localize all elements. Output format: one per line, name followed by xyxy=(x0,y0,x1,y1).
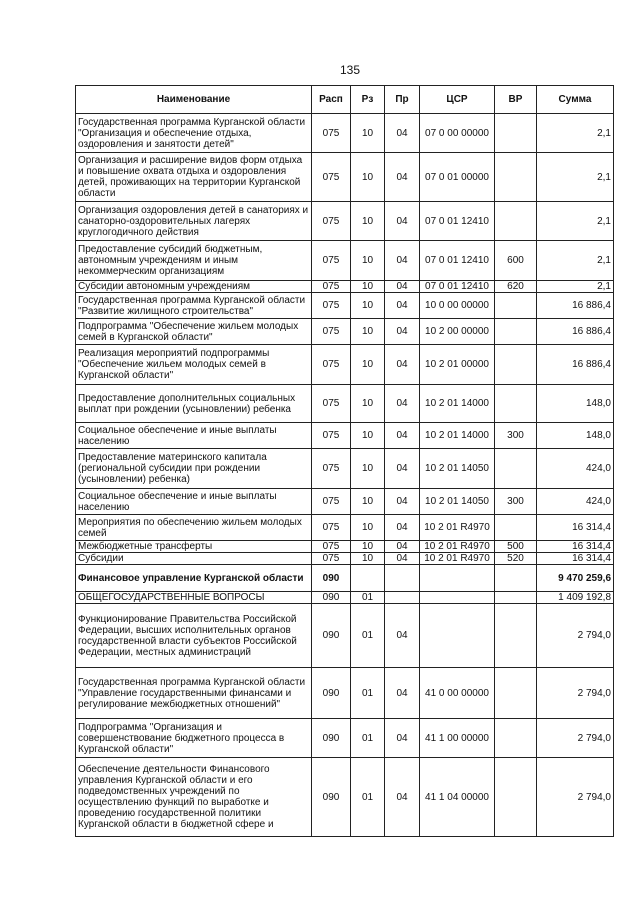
cell-csr: 41 1 00 00000 xyxy=(420,719,495,758)
table-row xyxy=(76,202,614,241)
table-row xyxy=(76,281,614,293)
cell-vr: 500 xyxy=(495,541,537,553)
cell-pr: 04 xyxy=(385,449,420,489)
cell-name: Предоставление материнского капитала (региональной субсидии при рождении (усыновлении) ребенка) xyxy=(76,449,312,489)
cell-sum: 16 886,4 xyxy=(537,319,614,345)
cell-pr: 04 xyxy=(385,114,420,153)
cell-rz: 10 xyxy=(351,423,385,449)
cell-rasp: 090 xyxy=(312,758,351,837)
column-header-sum: Сумма xyxy=(537,86,614,114)
cell-rz: 01 xyxy=(351,668,385,719)
cell-rz: 10 xyxy=(351,489,385,515)
cell-rz: 10 xyxy=(351,281,385,293)
cell-rasp: 075 xyxy=(312,345,351,385)
cell-name: Подпрограмма "Организация и совершенствование бюджетного процесса в Курганской области" xyxy=(76,719,312,758)
cell-name: Государственная программа Курганской области "Организация и обеспечение отдыха, оздоровления и занятости детей" xyxy=(76,114,312,153)
table-row xyxy=(76,604,614,668)
cell-csr: 41 0 00 00000 xyxy=(420,668,495,719)
cell-csr: 10 2 01 R4970 xyxy=(420,515,495,541)
table-row xyxy=(76,345,614,385)
cell-rasp: 075 xyxy=(312,153,351,202)
cell-sum: 424,0 xyxy=(537,449,614,489)
cell-rasp: 075 xyxy=(312,423,351,449)
cell-sum: 2,1 xyxy=(537,202,614,241)
cell-csr: 07 0 01 00000 xyxy=(420,153,495,202)
cell-sum: 16 886,4 xyxy=(537,345,614,385)
cell-sum: 9 470 259,6 xyxy=(537,565,614,592)
cell-csr: 10 2 01 R4970 xyxy=(420,553,495,565)
cell-vr xyxy=(495,293,537,319)
cell-rz: 10 xyxy=(351,241,385,281)
page-number: 135 xyxy=(339,63,361,77)
cell-rasp: 075 xyxy=(312,515,351,541)
cell-rz xyxy=(351,565,385,592)
cell-name: Государственная программа Курганской области "Управление государственными финансами и регулирование межбюджетных отношений" xyxy=(76,668,312,719)
cell-pr: 04 xyxy=(385,385,420,423)
cell-vr xyxy=(495,515,537,541)
cell-vr xyxy=(495,319,537,345)
cell-csr: 10 0 00 00000 xyxy=(420,293,495,319)
table-row xyxy=(76,515,614,541)
cell-name: Субсидии xyxy=(76,553,312,565)
cell-rz: 10 xyxy=(351,541,385,553)
cell-vr: 520 xyxy=(495,553,537,565)
cell-pr: 04 xyxy=(385,202,420,241)
cell-rz: 10 xyxy=(351,515,385,541)
column-header-pr: Пр xyxy=(385,86,420,114)
table-row xyxy=(76,114,614,153)
cell-csr: 07 0 01 12410 xyxy=(420,202,495,241)
cell-vr xyxy=(495,668,537,719)
cell-vr xyxy=(495,604,537,668)
table-row xyxy=(76,553,614,565)
table-row xyxy=(76,423,614,449)
cell-pr: 04 xyxy=(385,153,420,202)
table-row xyxy=(76,241,614,281)
cell-vr xyxy=(495,565,537,592)
cell-rz: 01 xyxy=(351,592,385,604)
cell-rz: 10 xyxy=(351,202,385,241)
cell-vr: 620 xyxy=(495,281,537,293)
table-header-row xyxy=(76,86,614,114)
cell-vr xyxy=(495,114,537,153)
column-header-csr: ЦСР xyxy=(420,86,495,114)
cell-rz: 10 xyxy=(351,153,385,202)
cell-name: Предоставление дополнительных социальных выплат при рождении (усыновлении) ребенка xyxy=(76,385,312,423)
cell-csr: 07 0 00 00000 xyxy=(420,114,495,153)
table-row xyxy=(76,758,614,837)
table-row xyxy=(76,153,614,202)
cell-rasp: 090 xyxy=(312,604,351,668)
cell-pr: 04 xyxy=(385,345,420,385)
cell-name: Организация оздоровления детей в санаториях и санаторно-оздоровительных лагерях круглогодичного действия xyxy=(76,202,312,241)
cell-rz: 10 xyxy=(351,385,385,423)
cell-pr xyxy=(385,592,420,604)
cell-sum: 1 409 192,8 xyxy=(537,592,614,604)
cell-sum: 2,1 xyxy=(537,281,614,293)
cell-rasp: 075 xyxy=(312,281,351,293)
cell-pr: 04 xyxy=(385,541,420,553)
cell-vr: 600 xyxy=(495,241,537,281)
cell-vr xyxy=(495,202,537,241)
column-header-rasp: Расп xyxy=(312,86,351,114)
cell-name: Мероприятия по обеспечению жильем молодых семей xyxy=(76,515,312,541)
cell-rasp: 075 xyxy=(312,114,351,153)
cell-vr xyxy=(495,385,537,423)
cell-vr xyxy=(495,449,537,489)
cell-name: Подпрограмма "Обеспечение жильем молодых семей в Курганской области" xyxy=(76,319,312,345)
cell-csr: 10 2 01 14000 xyxy=(420,385,495,423)
cell-csr xyxy=(420,604,495,668)
cell-rasp: 090 xyxy=(312,592,351,604)
cell-name: Организация и расширение видов форм отдыха и повышение охвата отдыха и оздоровления детей, проживающих на территории Курганской области xyxy=(76,153,312,202)
cell-rz: 10 xyxy=(351,293,385,319)
cell-pr: 04 xyxy=(385,758,420,837)
cell-name: Социальное обеспечение и иные выплаты населению xyxy=(76,423,312,449)
budget-table xyxy=(75,85,614,837)
cell-rasp: 090 xyxy=(312,719,351,758)
cell-pr: 04 xyxy=(385,553,420,565)
cell-rasp: 075 xyxy=(312,319,351,345)
cell-pr: 04 xyxy=(385,319,420,345)
cell-csr: 07 0 01 12410 xyxy=(420,241,495,281)
cell-sum: 2 794,0 xyxy=(537,668,614,719)
cell-rasp: 075 xyxy=(312,449,351,489)
cell-sum: 16 314,4 xyxy=(537,515,614,541)
cell-name: Функционирование Правительства Российской Федерации, высших исполнительных органов государственной власти субъектов Российской Федерации, местных администраций xyxy=(76,604,312,668)
cell-rasp: 075 xyxy=(312,553,351,565)
cell-name: Предоставление субсидий бюджетным, автономным учреждениям и иным некоммерческим организациям xyxy=(76,241,312,281)
table-row xyxy=(76,592,614,604)
cell-pr: 04 xyxy=(385,293,420,319)
cell-vr xyxy=(495,719,537,758)
cell-pr xyxy=(385,565,420,592)
cell-pr: 04 xyxy=(385,241,420,281)
cell-name: Межбюджетные трансферты xyxy=(76,541,312,553)
cell-csr: 10 2 01 14000 xyxy=(420,423,495,449)
cell-pr: 04 xyxy=(385,489,420,515)
cell-sum: 2 794,0 xyxy=(537,604,614,668)
cell-name: Государственная программа Курганской области "Развитие жилищного строительства" xyxy=(76,293,312,319)
cell-rz: 01 xyxy=(351,719,385,758)
cell-pr: 04 xyxy=(385,515,420,541)
cell-rz: 01 xyxy=(351,604,385,668)
cell-rasp: 075 xyxy=(312,489,351,515)
table-row xyxy=(76,541,614,553)
cell-rz: 10 xyxy=(351,449,385,489)
cell-vr xyxy=(495,153,537,202)
cell-rz: 10 xyxy=(351,114,385,153)
cell-sum: 16 886,4 xyxy=(537,293,614,319)
cell-sum: 16 314,4 xyxy=(537,553,614,565)
cell-rasp: 075 xyxy=(312,241,351,281)
cell-csr: 10 2 01 14050 xyxy=(420,489,495,515)
cell-csr: 10 2 00 00000 xyxy=(420,319,495,345)
cell-sum: 148,0 xyxy=(537,385,614,423)
cell-sum: 2,1 xyxy=(537,114,614,153)
cell-csr: 41 1 04 00000 xyxy=(420,758,495,837)
cell-csr: 10 2 01 14050 xyxy=(420,449,495,489)
cell-name: Субсидии автономным учреждениям xyxy=(76,281,312,293)
cell-rasp: 075 xyxy=(312,202,351,241)
cell-vr xyxy=(495,345,537,385)
cell-csr: 10 2 01 00000 xyxy=(420,345,495,385)
cell-sum: 424,0 xyxy=(537,489,614,515)
cell-vr xyxy=(495,758,537,837)
cell-pr: 04 xyxy=(385,668,420,719)
cell-rasp: 090 xyxy=(312,565,351,592)
cell-csr: 10 2 01 R4970 xyxy=(420,541,495,553)
table-row xyxy=(76,668,614,719)
cell-sum: 2,1 xyxy=(537,153,614,202)
table-row xyxy=(76,565,614,592)
cell-vr: 300 xyxy=(495,423,537,449)
cell-pr: 04 xyxy=(385,281,420,293)
cell-pr: 04 xyxy=(385,423,420,449)
cell-name: Социальное обеспечение и иные выплаты населению xyxy=(76,489,312,515)
table-row xyxy=(76,719,614,758)
cell-name: ОБЩЕГОСУДАРСТВЕННЫЕ ВОПРОСЫ xyxy=(76,592,312,604)
cell-rasp: 075 xyxy=(312,385,351,423)
cell-csr xyxy=(420,592,495,604)
cell-sum: 2 794,0 xyxy=(537,758,614,837)
cell-rz: 10 xyxy=(351,319,385,345)
cell-rz: 10 xyxy=(351,553,385,565)
table-body xyxy=(76,114,614,837)
column-header-vr: ВР xyxy=(495,86,537,114)
cell-csr xyxy=(420,565,495,592)
cell-rasp: 075 xyxy=(312,293,351,319)
cell-sum: 2 794,0 xyxy=(537,719,614,758)
cell-rasp: 075 xyxy=(312,541,351,553)
cell-vr xyxy=(495,592,537,604)
cell-name: Обеспечение деятельности Финансового управления Курганской области и его подведомственных учреждений по осуществлению функций по выработке и проведению государственной политики Курганской области в бюджетной сфере и xyxy=(76,758,312,837)
cell-rz: 10 xyxy=(351,345,385,385)
cell-name: Финансовое управление Курганской области xyxy=(76,565,312,592)
cell-rasp: 090 xyxy=(312,668,351,719)
table-row xyxy=(76,489,614,515)
cell-sum: 148,0 xyxy=(537,423,614,449)
cell-name: Реализация мероприятий подпрограммы "Обеспечение жильем молодых семей в Курганской области" xyxy=(76,345,312,385)
cell-pr: 04 xyxy=(385,604,420,668)
table-row xyxy=(76,385,614,423)
table-row xyxy=(76,293,614,319)
cell-sum: 16 314,4 xyxy=(537,541,614,553)
column-header-rz: Рз xyxy=(351,86,385,114)
cell-csr: 07 0 01 12410 xyxy=(420,281,495,293)
cell-pr: 04 xyxy=(385,719,420,758)
table-row xyxy=(76,319,614,345)
cell-sum: 2,1 xyxy=(537,241,614,281)
column-header-name: Наименование xyxy=(76,86,312,114)
cell-vr: 300 xyxy=(495,489,537,515)
cell-rz: 01 xyxy=(351,758,385,837)
table-row xyxy=(76,449,614,489)
